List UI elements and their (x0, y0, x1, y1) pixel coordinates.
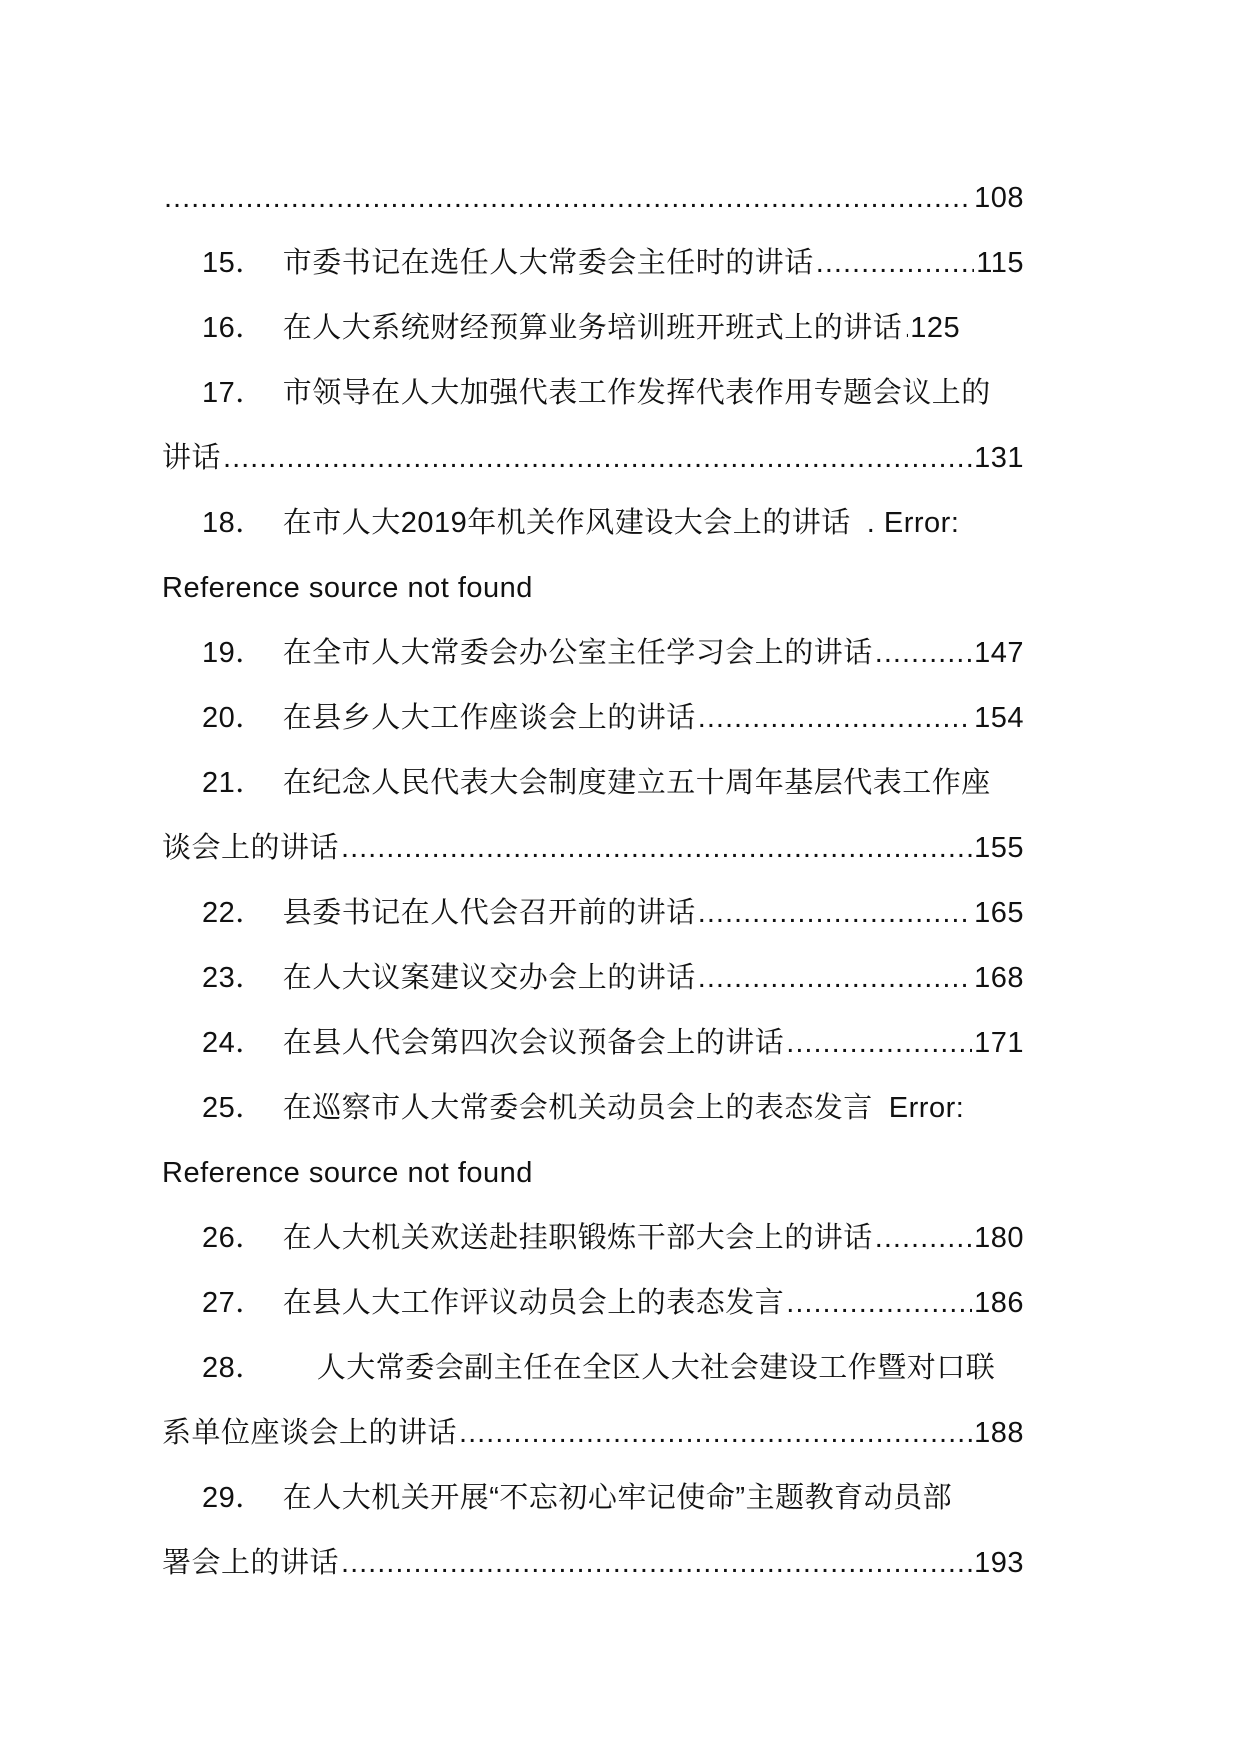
toc-entry (162, 361, 1024, 426)
toc-entry-number: 20． (202, 702, 265, 734)
toc-entry-title: 在纪念人民代表大会制度建立五十周年基层代表工作座 (282, 767, 991, 799)
toc-page-number: 155 (974, 832, 1024, 864)
toc-entry-continuation (162, 816, 1024, 881)
toc-page-number: 188 (974, 1417, 1024, 1449)
toc-entry (162, 1466, 1024, 1531)
toc-entry-number: 18． (202, 507, 265, 539)
toc-entry-number: 23． (202, 962, 265, 994)
toc-entry (162, 231, 1024, 296)
toc-error-text: . Error: (866, 507, 960, 539)
toc-entry (162, 1206, 1024, 1271)
toc-entry-number: 15． (202, 247, 265, 279)
toc-entry-title: 在县人大工作评议动员会上的表态发言 (282, 1287, 785, 1319)
toc-page-number: 165 (974, 897, 1024, 929)
toc-entry-title-cont: 谈会上的讲话 (162, 832, 340, 864)
toc-entry (162, 1336, 1024, 1401)
dot-leader (341, 1531, 972, 1596)
toc-entry-title-cont: 署会上的讲话 (162, 1547, 340, 1579)
toc-entry-title: 在全市人大常委会办公室主任学习会上的讲话 (282, 637, 873, 669)
dot-leader (164, 166, 972, 231)
dot-leader (904, 296, 908, 361)
toc-entry (162, 491, 1024, 556)
dot-leader (816, 231, 974, 296)
toc-entry-number: 27． (202, 1287, 265, 1319)
toc-entry (162, 751, 1024, 816)
toc-entry-continuation (162, 1401, 1024, 1466)
toc-continuation-line (162, 166, 1024, 231)
toc-entry (162, 881, 1024, 946)
toc-entry (162, 621, 1024, 686)
toc-entry-number: 17． (202, 377, 265, 409)
toc-entry (162, 686, 1024, 751)
dot-leader (786, 1271, 972, 1336)
dot-leader (698, 946, 972, 1011)
toc-entry (162, 1076, 1024, 1141)
toc-entry-title: 人大常委会副主任在全区人大社会建设工作暨对口联 (316, 1352, 996, 1384)
toc-entry-number: 29． (202, 1482, 265, 1514)
toc-page-number: 147 (974, 637, 1024, 669)
toc-page-number: 186 (974, 1287, 1024, 1319)
toc-entry (162, 1271, 1024, 1336)
toc-page-number: 131 (974, 442, 1024, 474)
toc-entry-number: 24． (202, 1027, 265, 1059)
toc-entry-title-cont: 讲话 (162, 442, 222, 474)
toc-entry-continuation (162, 556, 1024, 621)
toc-entry-title: 市领导在人大加强代表工作发挥代表作用专题会议上的 (282, 377, 991, 409)
toc-page-number: 108 (974, 182, 1024, 214)
dot-leader (223, 426, 972, 491)
toc-entry-title: 在人大议案建议交办会上的讲话 (282, 962, 696, 994)
toc-entry-title: 在人大系统财经预算业务培训班开班式上的讲话 (282, 312, 903, 344)
toc-error-text-cont: Reference source not found (162, 1157, 533, 1189)
toc-entry-continuation (162, 426, 1024, 491)
toc-page-number: 193 (974, 1547, 1024, 1579)
toc-page-number: 154 (974, 702, 1024, 734)
table-of-contents (162, 166, 1024, 1596)
toc-entry-title: 在县人代会第四次会议预备会上的讲话 (282, 1027, 785, 1059)
toc-entry-continuation (162, 1531, 1024, 1596)
toc-page-number: 115 (976, 247, 1024, 279)
dot-leader (875, 621, 972, 686)
toc-entry-title: 在人大机关开展“不忘初心牢记使命”主题教育动员部 (282, 1482, 953, 1514)
toc-entry-number: 25． (202, 1092, 265, 1124)
toc-entry-title: 市委书记在选任人大常委会主任时的讲话 (282, 247, 814, 279)
toc-entry-number: 16． (202, 312, 265, 344)
dot-leader (698, 881, 972, 946)
toc-page-number: 180 (974, 1222, 1024, 1254)
dot-leader (459, 1401, 972, 1466)
toc-entry-continuation (162, 1141, 1024, 1206)
dot-leader (875, 1206, 972, 1271)
toc-entry (162, 946, 1024, 1011)
toc-entry-title: 县委书记在人代会召开前的讲话 (282, 897, 696, 929)
toc-entry-title-cont: 系单位座谈会上的讲话 (162, 1417, 458, 1449)
toc-entry-number: 19． (202, 637, 265, 669)
dot-leader (341, 816, 972, 881)
toc-entry-number: 28． (202, 1352, 265, 1384)
toc-error-text-cont: Reference source not found (162, 572, 533, 604)
toc-entry (162, 1011, 1024, 1076)
toc-entry-title: 在市人大2019年机关作风建设大会上的讲话 (282, 507, 851, 539)
toc-entry-title: 在人大机关欢送赴挂职锻炼干部大会上的讲话 (282, 1222, 873, 1254)
dot-leader (786, 1011, 972, 1076)
toc-entry (162, 296, 1024, 361)
toc-page-number: 171 (974, 1027, 1024, 1059)
toc-entry-title: 在巡察市人大常委会机关动员会上的表态发言 (282, 1092, 873, 1124)
toc-page-number: 168 (974, 962, 1024, 994)
toc-page-number: 125 (910, 312, 961, 344)
toc-entry-number: 22． (202, 897, 265, 929)
toc-error-text: Error: (888, 1092, 965, 1124)
toc-entry-number: 26． (202, 1222, 265, 1254)
toc-entry-title: 在县乡人大工作座谈会上的讲话 (282, 702, 696, 734)
dot-leader (698, 686, 972, 751)
toc-entry-number: 21． (202, 767, 265, 799)
